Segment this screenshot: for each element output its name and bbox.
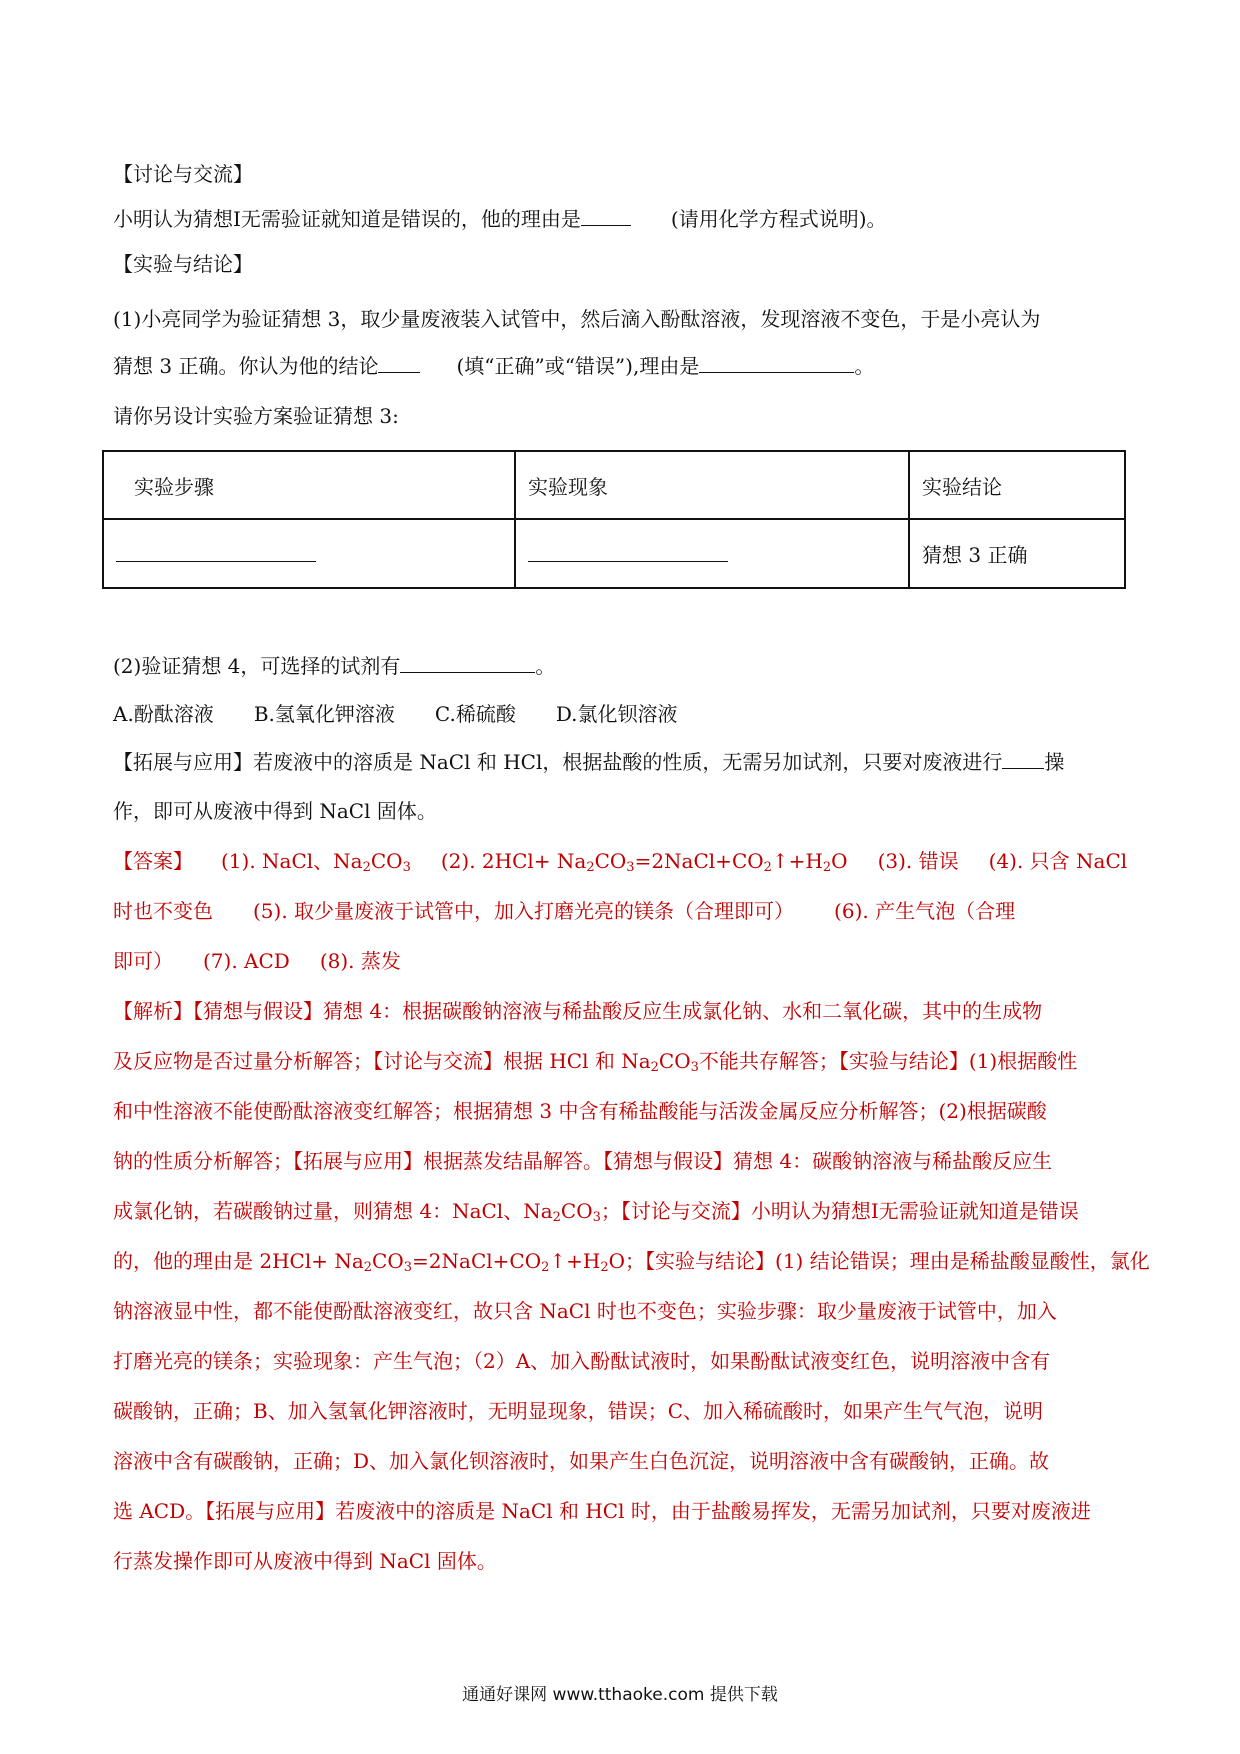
analysis-line: 碳酸钠，正确；B、加入氢氧化钾溶液时，无明显现象，错误；C、加入稀硫酸时，如果产生气气泡，说明	[113, 1399, 1043, 1423]
discussion-text-post: (请用化学方程式说明)。	[670, 207, 887, 231]
answer-4-cont: 时也不变色	[113, 899, 213, 923]
answer-2-part: CO	[594, 849, 627, 873]
option-a: A.酚酞溶液	[113, 702, 214, 726]
answer-5: (5). 取少量废液于试管中，加入打磨光亮的镁条（合理即可）	[253, 899, 795, 923]
subscript: 3	[592, 1210, 601, 1225]
table-header-conclusion: 实验结论	[909, 451, 1125, 519]
analysis-part: ；【讨论与交流】小明认为猜想Ⅰ无需验证就知道是错误	[600, 1199, 1079, 1223]
answer-line2	[113, 897, 1140, 925]
answer-blank	[699, 354, 854, 373]
extension-post: 操	[1044, 750, 1065, 774]
experiment-question-line2	[113, 352, 1140, 380]
answer-2-part: O	[831, 849, 848, 873]
analysis-line: 打磨光亮的镁条；实验现象：产生气泡；（2）A、加入酚酞试液时，如果酚酞试液变红色，说明溶液中含有	[113, 1349, 1051, 1373]
question-2	[113, 652, 1140, 680]
section-heading-discussion: 【讨论与交流】	[113, 162, 253, 186]
subscript: 2	[552, 1210, 561, 1225]
analysis-part: CO	[560, 1199, 593, 1223]
analysis-part: O；【实验与结论】(1) 结论错误；理由是稀盐酸显酸性，氯化	[608, 1249, 1150, 1273]
analysis-line	[113, 1247, 1150, 1282]
subscript: 2	[362, 860, 371, 875]
experiment-table	[102, 450, 1126, 589]
exp-line2-pre: 猜想 3 正确。你认为他的结论	[113, 354, 379, 378]
answer-4: (4). 只含 NaCl	[988, 849, 1128, 873]
answer-blank	[528, 541, 728, 562]
discussion-question	[113, 205, 1140, 233]
subscript: 2	[541, 1260, 550, 1275]
section-heading-experiment: 【实验与结论】	[113, 252, 253, 276]
answer-blank	[400, 654, 535, 673]
exp-line2-mid: (填“正确”或“错误”),理由是	[456, 354, 700, 378]
analysis-line	[113, 1197, 1140, 1232]
subscript: 2	[586, 860, 595, 875]
analysis-line: 选 ACD。【拓展与应用】若废液中的溶质是 NaCl 和 HCl 时，由于盐酸易挥发，无需另加试剂，只要对废液进	[113, 1499, 1091, 1523]
analysis-line: 【解析】【猜想与假设】猜想 4：根据碳酸钠溶液与稀盐酸反应生成氯化钠、水和二氧化碳，其中的生成物	[113, 999, 1043, 1023]
answer-2-part: ↑+H	[771, 849, 823, 873]
analysis-line: 溶液中含有碳酸钠，正确；D、加入氯化钡溶液时，如果产生白色沉淀，说明溶液中含有碳酸钠，正确。故	[113, 1449, 1050, 1473]
analysis-part: ↑+H	[549, 1249, 601, 1273]
answer-blank	[1002, 750, 1044, 769]
discussion-text-pre: 小明认为猜想Ⅰ无需验证就知道是错误的，他的理由是	[113, 207, 581, 231]
answer-7: (7). ACD	[203, 949, 290, 973]
extension-line1	[113, 748, 1140, 776]
table-row	[103, 519, 1125, 588]
answer-blank	[581, 207, 631, 226]
subscript: 3	[403, 1260, 413, 1275]
table-cell-phenomena	[515, 519, 909, 588]
subscript: 3	[626, 860, 635, 875]
analysis-part: 不能共存解答；【实验与结论】(1)根据酸性	[698, 1049, 1078, 1073]
answer-6: (6). 产生气泡（合理	[834, 899, 1016, 923]
answer-line1: 【答案】 (1). NaCl、$Na_2CO_3$ (2). $2HCl+ Na_2CO_3=2NaCl+CO_2↑+H_2O$ (3). 错误 (4). 只含 NaCl	[113, 849, 1128, 875]
table-cell-steps	[103, 519, 515, 588]
q2-pre: (2)验证猜想 4，可选择的试剂有	[113, 654, 401, 678]
page-footer: 通通好课网 www.tthaoke.com 提供下载	[462, 1685, 778, 1705]
analysis-line: 钠的性质分析解答；【拓展与应用】根据蒸发结晶解答。【猜想与假设】猜想 4：碳酸钠溶液与稀盐酸反应生	[113, 1149, 1053, 1173]
subscript: 3	[690, 1060, 699, 1075]
analysis-part: CO	[372, 1249, 404, 1273]
analysis-line: 行蒸发操作即可从废液中得到 NaCl 固体。	[113, 1549, 497, 1573]
answer-1: (1). NaCl、Na	[221, 849, 363, 873]
analysis-part: 的，他的理由是 2HCl+ Na	[113, 1249, 364, 1273]
analysis-line: 钠溶液显中性，都不能使酚酞溶液变红，故只含 NaCl 时也不变色；实验步骤：取少量废液于试管中，加入	[113, 1299, 1057, 1323]
answer-line3	[113, 947, 1140, 975]
answer-2: (2). 2HCl+ Na	[440, 849, 587, 873]
answer-3: (3). 错误	[877, 849, 959, 873]
table-header-phenomena: 实验现象	[515, 451, 909, 519]
analysis-line	[113, 1047, 1140, 1082]
extension-pre: 【拓展与应用】若废液中的溶质是 NaCl 和 HCl，根据盐酸的性质，无需另加试剂，只要对废液进行	[113, 750, 1003, 774]
option-c: C.稀硫酸	[434, 702, 516, 726]
answer-label: 【答案】	[113, 849, 193, 873]
extension-line2: 作，即可从废液中得到 NaCl 固体。	[113, 799, 437, 823]
analysis-part: 及反应物是否过量分析解答；【讨论与交流】根据 HCl 和 Na	[113, 1049, 651, 1073]
subscript: 2	[600, 1260, 609, 1275]
answer-6-cont: 即可）	[113, 949, 173, 973]
analysis-part: 成氯化钠，若碳酸钠过量，则猜想 4：NaCl、Na	[113, 1199, 553, 1223]
subscript: 3	[402, 860, 411, 875]
table-header-steps: 实验步骤	[103, 451, 515, 519]
answer-blank	[116, 541, 316, 562]
q2-post: 。	[535, 654, 556, 678]
analysis-part: CO	[658, 1049, 691, 1073]
analysis-part: =2NaCl+CO	[412, 1249, 542, 1273]
experiment-question-line1: (1)小亮同学为验证猜想 3，取少量废液装入试管中，然后滴入酚酞溶液，发现溶液不变色，于是小亮认为	[113, 307, 1041, 331]
analysis-line: 和中性溶液不能使酚酞溶液变红解答；根据猜想 3 中含有稀盐酸能与活泼金属反应分析解答；(2)根据碳酸	[113, 1099, 1047, 1123]
table-header-row	[103, 451, 1125, 519]
design-prompt: 请你另设计实验方案验证猜想 3:	[113, 404, 399, 428]
exp-line2-post: 。	[854, 354, 875, 378]
options-line	[113, 700, 1140, 728]
subscript: 2	[363, 1260, 373, 1275]
answer-8: (8). 蒸发	[319, 949, 401, 973]
answer-blank	[378, 354, 420, 373]
subscript: 2	[763, 860, 772, 875]
answer-2-part: =2NaCl+CO	[634, 849, 764, 873]
subscript: 2	[650, 1060, 659, 1075]
subscript: 2	[822, 860, 832, 875]
table-cell-conclusion: 猜想 3 正确	[909, 519, 1125, 588]
option-b: B.氢氧化钾溶液	[253, 702, 395, 726]
option-d: D.氯化钡溶液	[555, 702, 678, 726]
